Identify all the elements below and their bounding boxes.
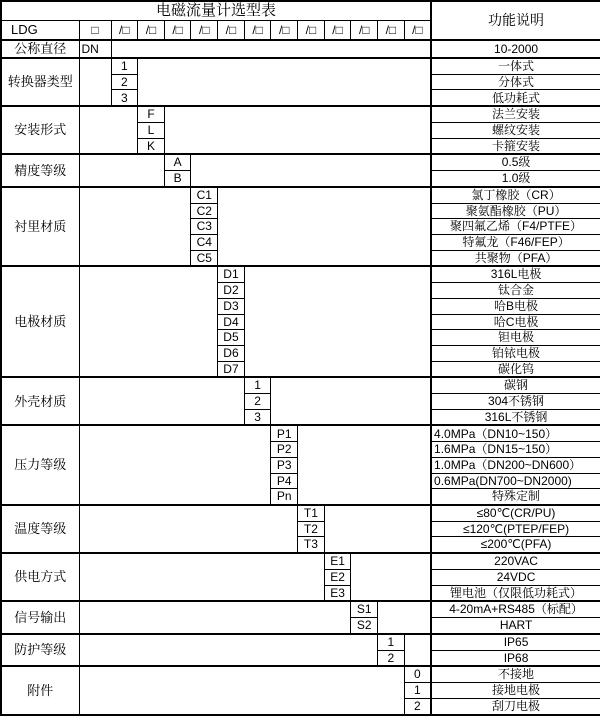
category-label: 外壳材质 (1, 377, 79, 425)
option-row (1, 377, 600, 393)
model-prefix: LDG (1, 21, 79, 41)
filler-cell (79, 154, 164, 187)
category-label: 精度等级 (1, 154, 79, 187)
option-code-cell: S2 (351, 618, 378, 634)
option-code-cell: DN (79, 40, 111, 58)
filler-cell (378, 601, 431, 634)
option-desc-cell: 铂铱电极 (431, 345, 600, 361)
model-box-slot: /□ (218, 21, 245, 41)
option-desc-cell: 1.0MPa（DN200~DN600） (431, 457, 600, 473)
option-desc-cell: 碳钢 (431, 377, 600, 393)
option-desc-cell: ≤200℃(PFA) (431, 537, 600, 553)
option-desc-cell: 0.5级 (431, 154, 600, 170)
option-code-cell: D4 (218, 314, 245, 330)
filler-cell (79, 266, 218, 377)
option-code-cell: 3 (244, 409, 271, 425)
option-code-cell: 0 (404, 666, 431, 682)
model-box-slot: /□ (351, 21, 378, 41)
filler-cell (244, 266, 431, 377)
option-desc-cell: 1.0级 (431, 171, 600, 187)
filler-cell (79, 187, 191, 267)
option-code-cell: E1 (324, 553, 351, 569)
option-code-cell: 1 (378, 634, 405, 650)
option-desc-cell: 钽电极 (431, 330, 600, 346)
option-row (1, 266, 600, 282)
filler-cell (79, 58, 111, 106)
model-box-slot: /□ (298, 21, 325, 41)
filler-cell (351, 553, 431, 601)
filler-cell (191, 154, 431, 187)
option-desc-cell: 螺纹安装 (431, 122, 600, 138)
option-row (1, 505, 600, 521)
filler-cell (79, 377, 244, 425)
option-code-cell: P4 (271, 473, 298, 489)
category-label: 电极材质 (1, 266, 79, 377)
option-desc-cell: 刮刀电极 (431, 698, 600, 715)
option-desc-cell: 一体式 (431, 58, 600, 74)
option-code-cell: 1 (404, 683, 431, 699)
option-desc-cell: 特殊定制 (431, 489, 600, 505)
model-box-slot: /□ (111, 21, 138, 41)
selection-table-body (1, 1, 600, 715)
function-description-header: 功能说明 (431, 1, 600, 40)
model-box-slot: /□ (244, 21, 271, 41)
option-row (1, 601, 600, 617)
model-box-slot: /□ (191, 21, 218, 41)
filler-cell (79, 553, 324, 601)
option-code-cell: D3 (218, 298, 245, 314)
option-desc-cell: 24VDC (431, 569, 600, 585)
filler-cell (79, 425, 271, 505)
filler-cell (218, 187, 431, 267)
model-box-slot: /□ (138, 21, 165, 41)
option-desc-cell: 4.0MPa（DN10~150） (431, 425, 600, 441)
filler-cell (79, 634, 378, 667)
option-row (1, 58, 600, 74)
option-desc-cell: HART (431, 618, 600, 634)
option-desc-cell: 220VAC (431, 553, 600, 569)
option-desc-cell: ≤120℃(PTEP/FEP) (431, 521, 600, 537)
option-desc-cell: 氯丁橡胶（CR） (431, 187, 600, 203)
option-row (1, 40, 600, 58)
option-desc-cell: 卡箍安装 (431, 138, 600, 154)
option-code-cell: D1 (218, 266, 245, 282)
option-code-cell: 1 (111, 58, 138, 74)
option-code-cell: D2 (218, 283, 245, 299)
filler-cell (79, 106, 138, 154)
option-code-cell: E3 (324, 585, 351, 601)
option-code-cell: 2 (404, 698, 431, 715)
title-row (1, 1, 600, 21)
option-desc-cell: 共聚物（PFA） (431, 250, 600, 266)
option-row (1, 553, 600, 569)
filler-cell (164, 106, 431, 154)
option-code-cell: S1 (351, 601, 378, 617)
filler-cell (79, 505, 298, 553)
option-desc-cell: 10-2000 (431, 40, 600, 58)
category-label: 信号输出 (1, 601, 79, 634)
option-code-cell: C3 (191, 219, 218, 235)
option-desc-cell: 接地电极 (431, 683, 600, 699)
option-code-cell: A (164, 154, 191, 170)
option-code-cell: C5 (191, 250, 218, 266)
option-code-cell: T3 (298, 537, 325, 553)
option-desc-cell: 0.6MPa(DN700~DN2000) (431, 473, 600, 489)
option-code-cell: D6 (218, 345, 245, 361)
option-code-cell: C4 (191, 234, 218, 250)
option-row (1, 106, 600, 122)
category-label: 温度等级 (1, 505, 79, 553)
category-label: 公称直径 (1, 40, 79, 58)
option-code-cell: F (138, 106, 165, 122)
option-desc-cell: 碳化钨 (431, 361, 600, 377)
option-code-cell: P3 (271, 457, 298, 473)
filler-cell (138, 58, 431, 106)
option-code-cell: C2 (191, 203, 218, 219)
option-row (1, 187, 600, 203)
option-desc-cell: 聚氨酯橡胶（PU） (431, 203, 600, 219)
category-label: 转换器类型 (1, 58, 79, 106)
category-label: 附件 (1, 666, 79, 715)
option-code-cell: 3 (111, 90, 138, 106)
model-box-slot: /□ (324, 21, 351, 41)
model-box-slot: /□ (378, 21, 405, 41)
option-code-cell: 2 (378, 650, 405, 666)
option-code-cell: 2 (111, 74, 138, 90)
option-desc-cell: ≤80℃(CR/PU) (431, 505, 600, 521)
option-row (1, 154, 600, 170)
option-row (1, 425, 600, 441)
option-code-cell: T2 (298, 521, 325, 537)
category-label: 压力等级 (1, 425, 79, 505)
option-code-cell: D5 (218, 330, 245, 346)
option-desc-cell: 哈C电极 (431, 314, 600, 330)
option-desc-cell: IP68 (431, 650, 600, 666)
page-title: 电磁流量计选型表 (1, 1, 431, 21)
option-code-cell: D7 (218, 361, 245, 377)
option-code-cell: T1 (298, 505, 325, 521)
category-label: 安装形式 (1, 106, 79, 154)
option-desc-cell: 1.6MPa（DN15~150） (431, 442, 600, 458)
option-code-cell: 2 (244, 394, 271, 410)
option-code-cell: E2 (324, 569, 351, 585)
option-desc-cell: 316L不锈钢 (431, 409, 600, 425)
option-desc-cell: 低功耗式 (431, 90, 600, 106)
option-code-cell: K (138, 138, 165, 154)
filler-cell (298, 425, 431, 505)
filler-cell (111, 40, 431, 58)
option-desc-cell: 钛合金 (431, 283, 600, 299)
option-desc-cell: 锂电池（仅限低功耗式） (431, 585, 600, 601)
model-box-slot: /□ (271, 21, 298, 41)
category-label: 供电方式 (1, 553, 79, 601)
option-code-cell: L (138, 122, 165, 138)
model-box-dn: □ (79, 21, 111, 41)
option-code-cell: C1 (191, 187, 218, 203)
option-row (1, 666, 600, 682)
option-desc-cell: 分体式 (431, 74, 600, 90)
option-code-cell: B (164, 171, 191, 187)
option-desc-cell: 特氟龙（F46/FEP） (431, 234, 600, 250)
option-desc-cell: 法兰安装 (431, 106, 600, 122)
option-code-cell: P1 (271, 425, 298, 441)
option-desc-cell: 聚四氟乙烯（F4/PTFE） (431, 219, 600, 235)
option-row (1, 634, 600, 650)
option-desc-cell: IP65 (431, 634, 600, 650)
filler-cell (404, 634, 431, 667)
option-desc-cell: 不接地 (431, 666, 600, 682)
category-label: 防护等级 (1, 634, 79, 667)
option-desc-cell: 4-20mA+RS485（标配） (431, 601, 600, 617)
option-desc-cell: 哈B电极 (431, 298, 600, 314)
option-code-cell: 1 (244, 377, 271, 393)
option-desc-cell: 316L电极 (431, 266, 600, 282)
model-box-slot: /□ (404, 21, 431, 41)
option-desc-cell: 304不锈钢 (431, 394, 600, 410)
filler-cell (324, 505, 431, 553)
category-label: 衬里材质 (1, 187, 79, 267)
filler-cell (79, 666, 404, 715)
option-code-cell: P2 (271, 442, 298, 458)
model-box-slot: /□ (164, 21, 191, 41)
filler-cell (271, 377, 431, 425)
filler-cell (79, 601, 351, 634)
option-code-cell: Pn (271, 489, 298, 505)
